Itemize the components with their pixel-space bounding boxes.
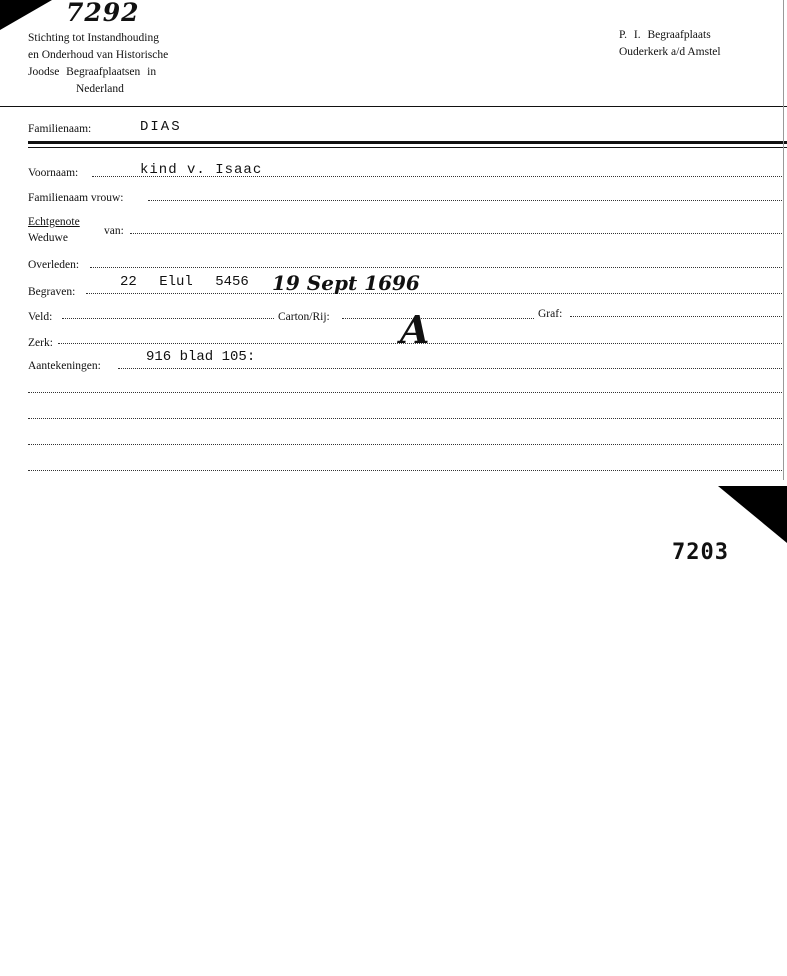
notes-line-2 (28, 392, 782, 393)
zerk-label: Zerk: (28, 337, 53, 349)
veld-line (62, 318, 274, 319)
voornaam-label: Voornaam: (28, 167, 79, 179)
echtgenote-label: Echtgenote (28, 216, 80, 228)
zerk-line (58, 343, 782, 344)
weduwe-label: Weduwe (28, 232, 68, 244)
van-line (130, 233, 782, 234)
overleden-line (90, 267, 782, 268)
carton-line (342, 318, 534, 319)
carton-label: Carton/Rij: (278, 311, 330, 323)
begraven-value: 22 Elul 5456 (120, 274, 249, 290)
thick-divider (28, 141, 787, 144)
handwritten-card-number: 7292 (66, 0, 140, 27)
header-divider (0, 106, 787, 107)
overleden-label: Overleden: (28, 259, 80, 271)
familienaam-value: DIAS (140, 119, 182, 135)
header-organisation (28, 30, 228, 98)
notes-line-4 (28, 444, 782, 445)
header-cemetery (619, 27, 779, 61)
header-right-line-1: P. I. Begraafplaats (619, 29, 711, 41)
stamp-number: 7203 (672, 540, 729, 565)
header-left-line-1: Stichting tot Instandhouding (28, 32, 159, 44)
aantekeningen-line (118, 368, 782, 369)
familienaam-vrouw-label: Familienaam vrouw: (28, 192, 124, 204)
aantekeningen-value: 916 blad 105: (146, 349, 256, 365)
header-left-line-3: Joodse Begraafplaatsen in (28, 66, 157, 78)
header-left-line-2: en Onderhoud van Historische (28, 49, 169, 61)
begraven-label: Begraven: (28, 286, 76, 298)
thin-divider (28, 147, 787, 148)
graf-line (570, 316, 782, 317)
notes-line-5 (28, 470, 782, 471)
aantekeningen-label: Aantekeningen: (28, 360, 101, 372)
van-label: van: (104, 225, 124, 237)
familienaam-label: Familienaam: (28, 123, 92, 135)
corner-triangle-bottom-right (718, 486, 787, 544)
graf-label: Graf: (538, 308, 563, 320)
familienaam-vrouw-line (148, 200, 782, 201)
carton-handwritten-value: A (400, 307, 430, 352)
voornaam-value: kind v. Isaac (140, 162, 263, 178)
begraven-line (86, 293, 782, 294)
begraven-handwritten-date: 19 Sept 1696 (272, 271, 420, 295)
notes-line-3 (28, 418, 782, 419)
veld-label: Veld: (28, 311, 53, 323)
card-right-edge (783, 0, 784, 480)
header-left-line-4: Nederland (76, 83, 124, 95)
header-right-line-2: Ouderkerk a/d Amstel (619, 46, 721, 58)
